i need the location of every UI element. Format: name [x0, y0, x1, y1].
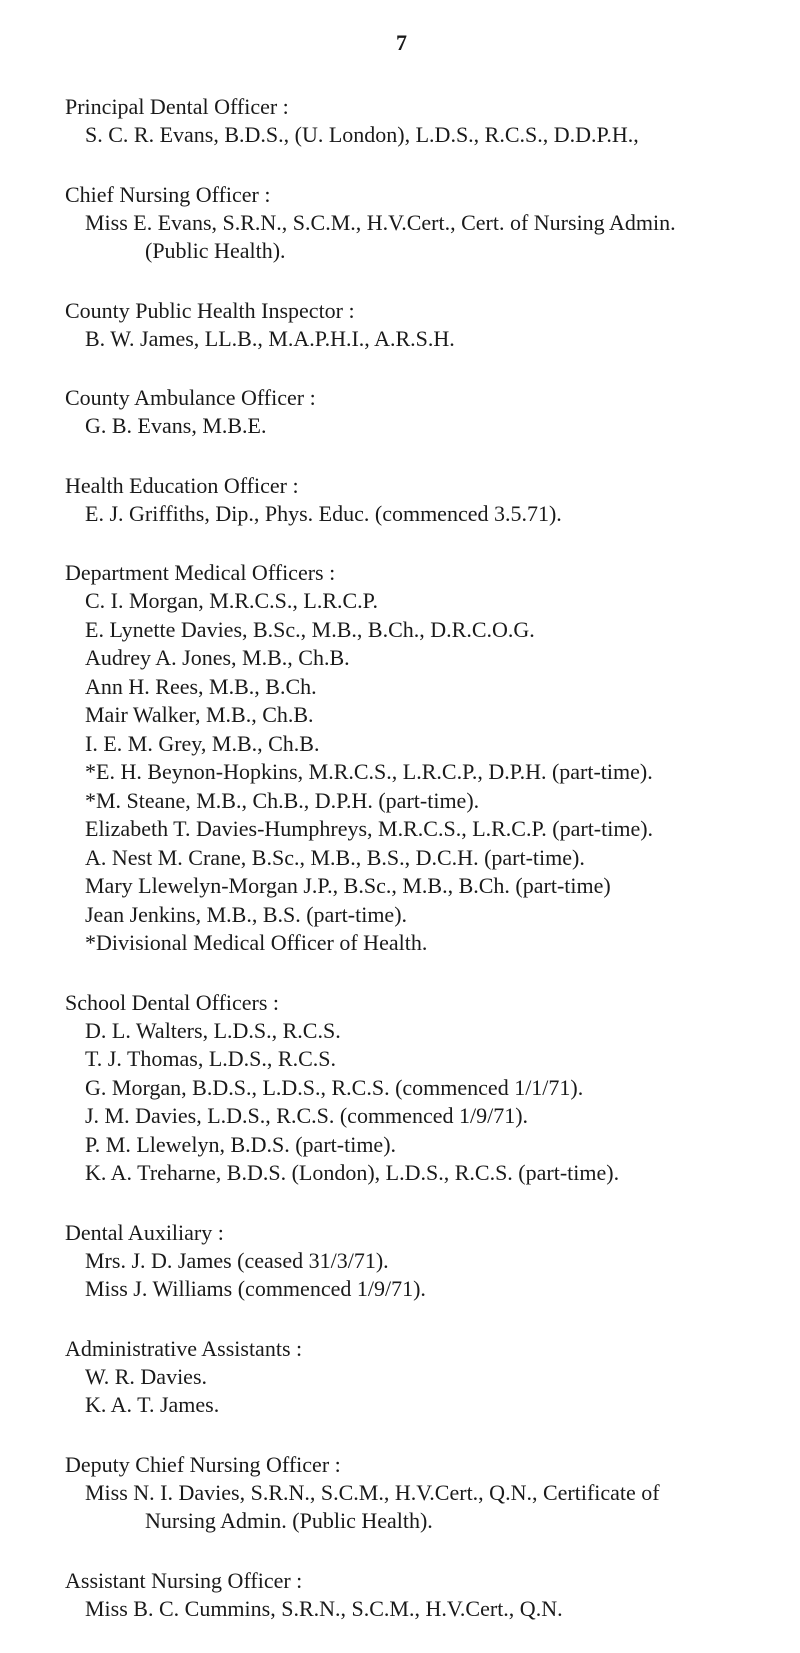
list-item: D. L. Walters, L.D.S., R.C.S.: [85, 1017, 341, 1043]
section-heading: Assistant Nursing Officer :: [65, 1567, 303, 1593]
section-public-health-inspector: [65, 296, 785, 354]
section-department-medical-officers: [65, 558, 785, 958]
list-item: Miss N. I. Davies, S.R.N., S.C.M., H.V.Cert., Q.N., Certificate of: [85, 1479, 660, 1505]
section-heading: Department Medical Officers :: [65, 560, 336, 585]
list-item: Miss E. Evans, S.R.N., S.C.M., H.V.Cert., Cert. of Nursing Admin.: [85, 209, 676, 235]
list-item: Mair Walker, M.B., Ch.B.: [85, 702, 314, 727]
list-item: *M. Steane, M.B., Ch.B., D.P.H. (part-time).: [85, 787, 480, 813]
section-deputy-chief-nursing-officer: [65, 1450, 785, 1536]
list-item-continuation: (Public Health).: [145, 238, 286, 263]
list-item: G. B. Evans, M.B.E.: [85, 413, 267, 438]
section-heading: Chief Nursing Officer :: [65, 181, 271, 207]
list-item: Audrey A. Jones, M.B., Ch.B.: [85, 645, 350, 670]
list-item: Ann H. Rees, M.B., B.Ch.: [85, 673, 317, 699]
officer-list: [65, 92, 785, 1653]
page-number: 7: [396, 30, 407, 55]
list-item: I. E. M. Grey, M.B., Ch.B.: [85, 730, 320, 756]
list-item: W. R. Davies.: [85, 1363, 208, 1389]
list-item: C. I. Morgan, M.R.C.S., L.R.C.P.: [85, 588, 378, 613]
section-administrative-assistants: [65, 1334, 785, 1420]
section-heading: School Dental Officers :: [65, 989, 280, 1015]
section-heading: Principal Dental Officer :: [65, 94, 289, 119]
list-item: B. W. James, LL.B., M.A.P.H.I., A.R.S.H.: [85, 325, 455, 351]
list-item: P. M. Llewelyn, B.D.S. (part-time).: [85, 1131, 397, 1157]
list-item: Mrs. J. D. James (ceased 31/3/71).: [85, 1247, 389, 1273]
section-heading: County Ambulance Officer :: [65, 385, 316, 410]
section-dental-auxiliary: [65, 1218, 785, 1304]
list-item: K. A. T. James.: [85, 1392, 220, 1417]
list-item: T. J. Thomas, L.D.S., R.C.S.: [85, 1046, 336, 1071]
list-item: E. J. Griffiths, Dip., Phys. Educ. (commenced 3.5.71).: [85, 500, 562, 526]
list-item: K. A. Treharne, B.D.S. (London), L.D.S., R.C.S. (part-time).: [85, 1160, 620, 1185]
list-item: J. M. Davies, L.D.S., R.C.S. (commenced 1/9/71).: [85, 1103, 529, 1128]
list-item: E. Lynette Davies, B.Sc., M.B., B.Ch., D.R.C.O.G.: [85, 616, 535, 642]
list-item: G. Morgan, B.D.S., L.D.S., R.C.S. (commenced 1/1/71).: [85, 1074, 584, 1100]
section-heading: Deputy Chief Nursing Officer :: [65, 1451, 341, 1477]
list-item: Elizabeth T. Davies-Humphreys, M.R.C.S., L.R.C.P. (part-time).: [85, 816, 654, 841]
footnote: *Divisional Medical Officer of Health.: [85, 930, 428, 955]
list-item: S. C. R. Evans, B.D.S., (U. London), L.D.S., R.C.S., D.D.P.H.,: [85, 122, 639, 147]
section-ambulance-officer: [65, 383, 785, 441]
list-item: A. Nest M. Crane, B.Sc., M.B., B.S., D.C.H. (part-time).: [85, 844, 585, 870]
list-item: Jean Jenkins, M.B., B.S. (part-time).: [85, 901, 408, 927]
section-heading: Health Education Officer :: [65, 472, 299, 498]
list-item: Miss B. C. Cummins, S.R.N., S.C.M., H.V.Cert., Q.N.: [85, 1595, 563, 1621]
list-item: Miss J. Williams (commenced 1/9/71).: [85, 1276, 426, 1301]
list-item: *E. H. Beynon-Hopkins, M.R.C.S., L.R.C.P., D.P.H. (part-time).: [85, 759, 653, 784]
section-school-dental-officers: [65, 988, 785, 1188]
section-heading: Dental Auxiliary :: [65, 1219, 224, 1245]
section-heading: Administrative Assistants :: [65, 1335, 303, 1361]
list-item-continuation: Nursing Admin. (Public Health).: [145, 1508, 433, 1533]
section-assistant-nursing-officer: [65, 1566, 785, 1624]
list-item: Mary Llewelyn-Morgan J.P., B.Sc., M.B., B.Ch. (part-time): [85, 873, 611, 898]
section-heading: County Public Health Inspector :: [65, 297, 355, 323]
section-health-education-officer: [65, 471, 785, 529]
section-chief-nursing-officer: [65, 180, 785, 266]
section-principal-dental-officer: [65, 92, 785, 150]
